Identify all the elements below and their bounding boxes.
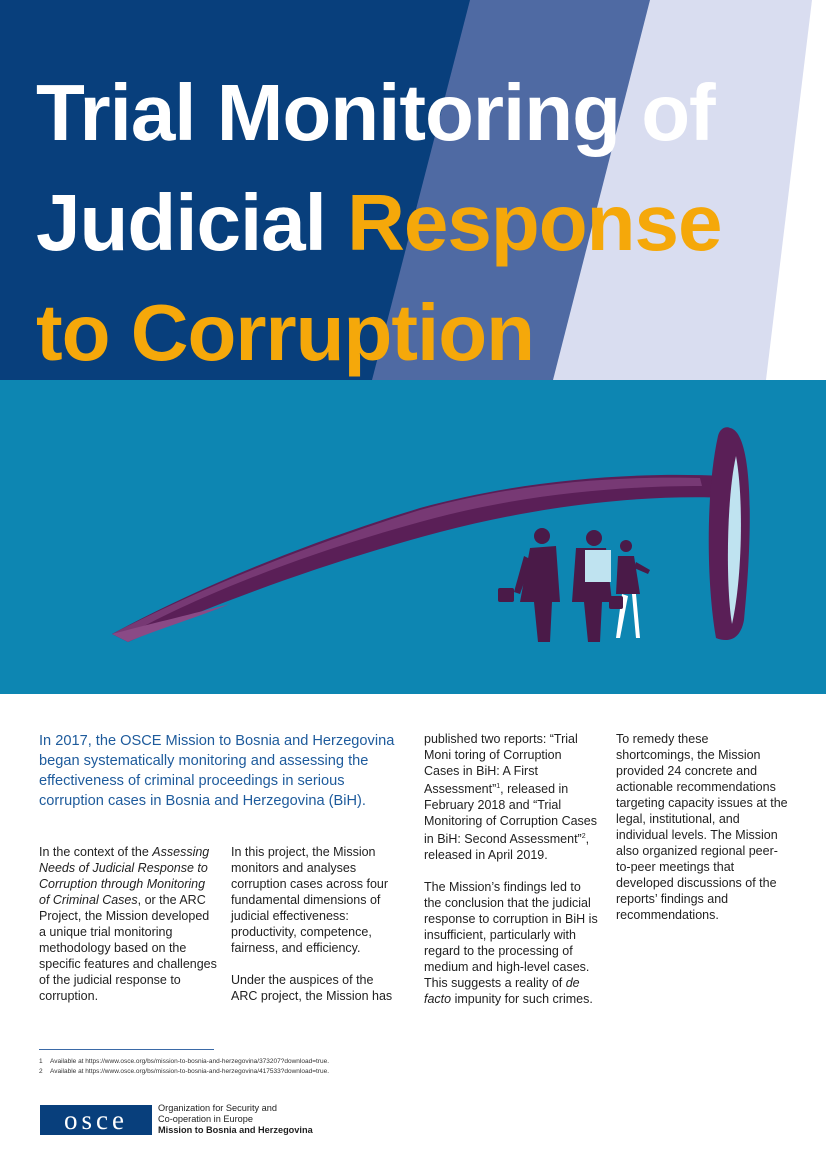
footnote-1 (39, 1057, 329, 1067)
footnotes (39, 1057, 329, 1077)
mission-name: Mission to Bosnia and Herzegovina (158, 1125, 313, 1135)
footnote-text: Available at https://www.osce.org/bs/mission-to-bosnia-and-herzegovina/373207?download=true. (50, 1058, 330, 1065)
osce-logo-mark (40, 1105, 152, 1135)
text-column-3 (424, 731, 600, 1007)
title-line-2-accent: Response (347, 178, 722, 267)
org-line-1: Organization for Security and (158, 1103, 277, 1113)
text-column-2 (231, 844, 393, 1004)
organization-name (158, 1103, 313, 1136)
text-run: , released in February 2018 and “Trial Monitoring of Corruption Cases in BiH: Second Assessment” (424, 782, 597, 847)
column-3-paragraph-2 (424, 879, 600, 1007)
glasses-illustration (0, 380, 826, 694)
text-column-4 (616, 731, 788, 923)
footnote-number: 1 (39, 1058, 43, 1065)
person-figure (498, 528, 560, 642)
column-2-paragraph-2: Under the auspices of the ARC project, the Mission has (231, 973, 393, 1003)
text-run: , released in April 2019. (424, 832, 590, 863)
project-name-italic: Assessing Needs of Judicial Response to Corruption through Monitoring of Criminal Cases (39, 845, 210, 907)
footnote-text: Available at https://www.osce.org/bs/mission-to-bosnia-and-herzegovina/417533?download=true. (50, 1068, 330, 1075)
document-title (36, 58, 721, 380)
osce-logo (40, 1103, 313, 1136)
column-3-paragraph-1 (424, 731, 600, 863)
text-run: , or the ARC Project, the Mission developed a unique trial monitoring methodology based on the specific features and challenges of the judicial response to corruption. (39, 893, 217, 1003)
footnote-2 (39, 1067, 329, 1077)
title-line-1: Trial Monitoring of (36, 68, 715, 157)
title-banner (0, 0, 826, 380)
footnote-ref-1: 1 (496, 783, 501, 790)
footnote-divider (39, 1049, 214, 1050)
eyeglasses-people-image (0, 380, 826, 694)
text-run: impunity for such crimes. (451, 992, 593, 1007)
text-run: In the context of the (39, 845, 153, 859)
org-line-2: Co-operation in Europe (158, 1114, 253, 1124)
text-run: published two reports: “Trial Moni toring of Corruption Cases in BiH: A First Assessment” (424, 732, 578, 797)
italic-term: de facto (424, 976, 580, 1007)
title-line-2-white: Judicial (36, 178, 348, 267)
text-column-1 (39, 844, 217, 1004)
title-line-3: to Corruption (36, 288, 534, 377)
logo-mark-text: osce (64, 1104, 128, 1135)
lead-paragraph: In 2017, the OSCE Mission to Bosnia and Herzegovina began systematically monitoring and assessing the effectiveness of criminal proceedings in serious corruption cases in Bosnia and Herzegovina (BiH). (39, 733, 395, 809)
footnote-ref-2: 2 (581, 833, 586, 841)
column-1-paragraph (39, 844, 217, 1004)
column-2-paragraph-1: In this project, the Mission monitors and analyses corruption cases across four fundamental dimensions of judicial effectiveness: productivity, competence, fairness, and efficiency. (231, 845, 389, 955)
text-run: The Mission’s findings led to the conclusion that the judicial response to corruption in BiH is insufficient, particularly with regard to the processing of medium and high-level cases. This suggests a reality of (424, 880, 598, 991)
footnote-number: 2 (39, 1068, 43, 1075)
column-4-paragraph-1: To remedy these shortcomings, the Mission provided 24 concrete and actionable recommendations targeting capacity issues at the legal, institutional, and individual levels. The Mission also organized regional peer-to-peer meetings that developed discussions of the reports’ findings and recommendations. (616, 732, 788, 922)
